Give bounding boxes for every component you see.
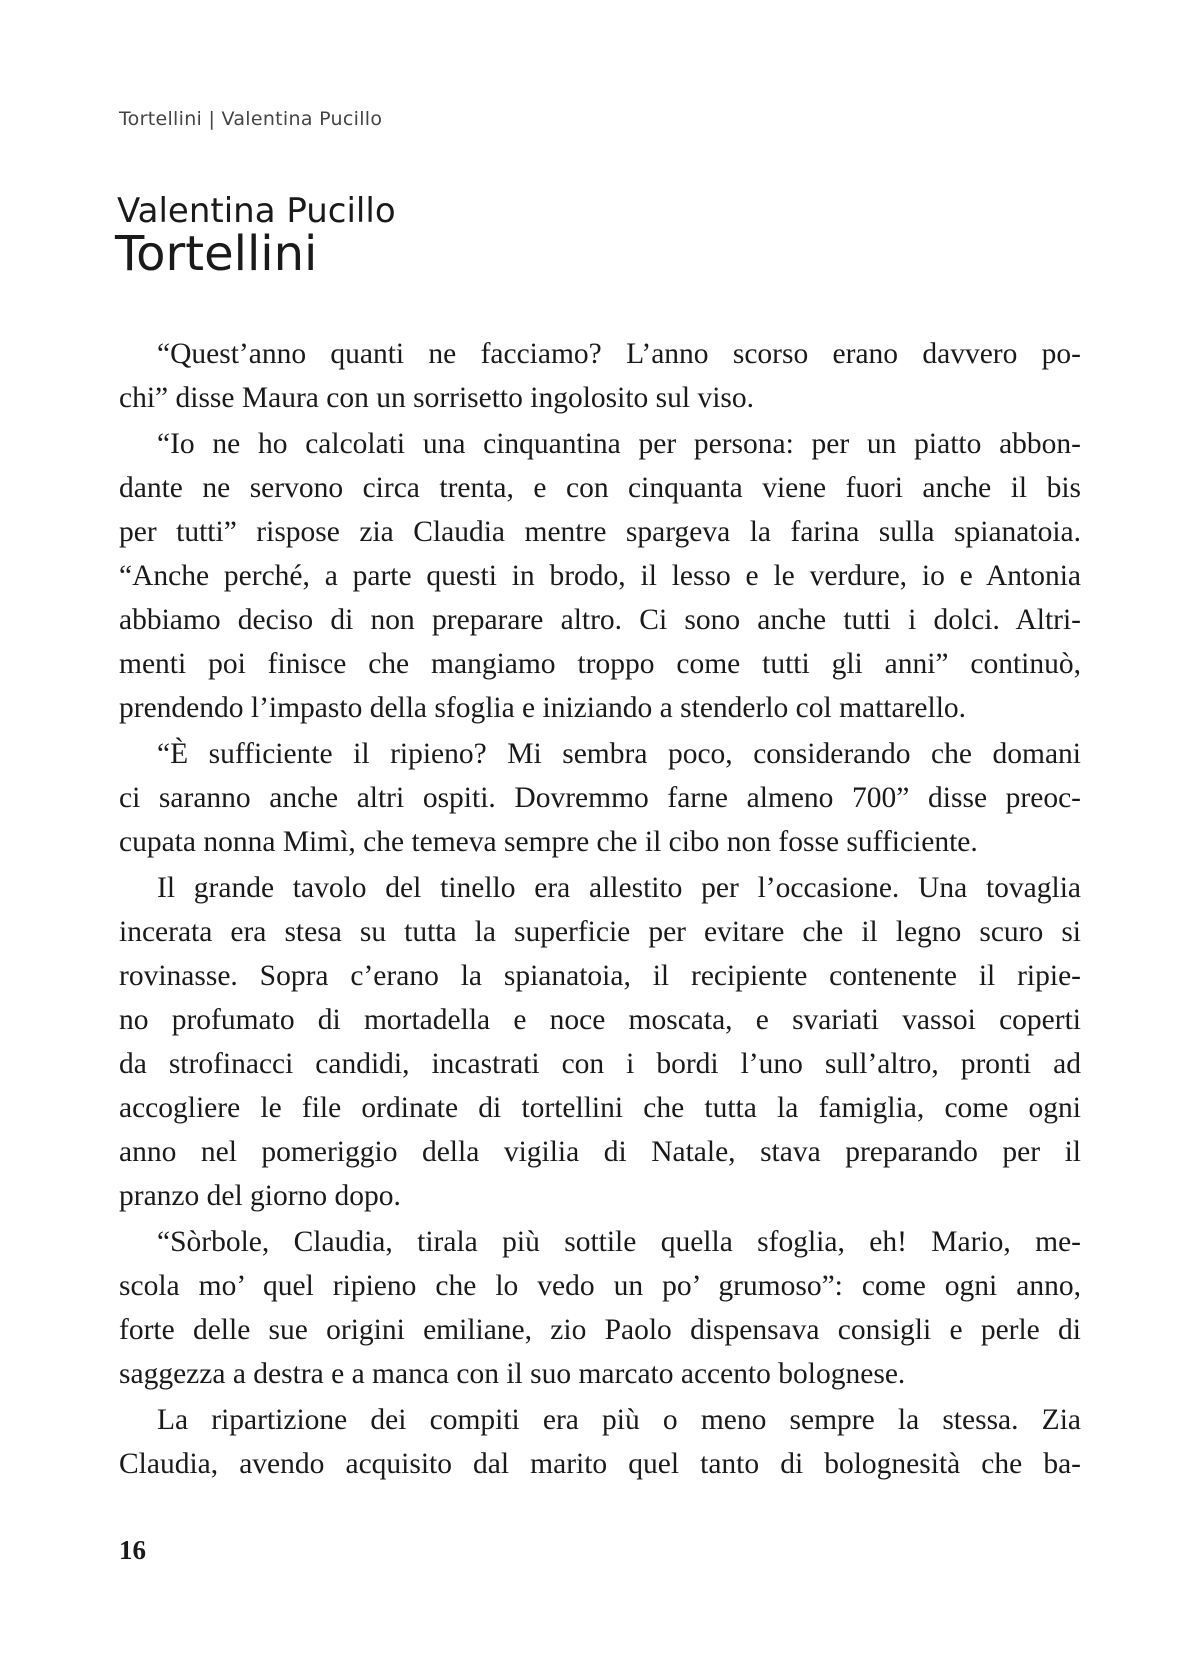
paragraph (119, 732, 1081, 864)
chapter-author: Valentina Pucillo (117, 191, 396, 231)
text-line: pranzo del giorno dopo. (119, 1180, 401, 1212)
text-line: “Sòrbole, Claudia, tirala più sottile quella sfoglia, eh! Mario, me- (157, 1226, 1081, 1258)
text-line: “Anche perché, a parte questi in brodo, il lesso e le verdure, io e Antonia (119, 560, 1081, 592)
text-line: dante ne servono circa trenta, e con cinquanta viene fuori anche il bis (119, 472, 1081, 504)
text-line: da strofinacci candidi, incastrati con i bordi l’uno sull’altro, pronti ad (119, 1048, 1081, 1080)
text-line: forte delle sue origini emiliane, zio Paolo dispensava consigli e perle di (119, 1314, 1081, 1346)
text-line: incerata era stesa su tutta la superficie per evitare che il legno scuro si (119, 916, 1081, 948)
text-line: cupata nonna Mimì, che temeva sempre che il cibo non fosse sufficiente. (119, 826, 978, 858)
text-line: menti poi finisce che mangiamo troppo come tutti gli anni” continuò, (119, 648, 1081, 680)
text-line: Il grande tavolo del tinello era allestito per l’occasione. Una tovaglia (157, 872, 1081, 904)
paragraph (119, 422, 1081, 730)
text-line: scola mo’ quel ripieno che lo vedo un po’ grumoso”: come ogni anno, (119, 1270, 1081, 1302)
body-text (119, 332, 1081, 1486)
text-line: ci saranno anche altri ospiti. Dovremmo farne almeno 700” disse preoc- (119, 782, 1081, 814)
text-line: saggezza a destra e a manca con il suo marcato accento bolognese. (119, 1358, 906, 1390)
paragraph (119, 1398, 1081, 1486)
chapter-title: Tortellini (115, 226, 318, 282)
text-line: chi” disse Maura con un sorrisetto ingolosito sul viso. (119, 382, 754, 414)
text-line: rovinasse. Sopra c’erano la spianatoia, il recipiente contenente il ripie- (119, 960, 1081, 992)
paragraph (119, 1220, 1081, 1396)
paragraph (119, 866, 1081, 1218)
text-line: abbiamo deciso di non preparare altro. Ci sono anche tutti i dolci. Altri- (119, 604, 1081, 636)
text-line: Claudia, avendo acquisito dal marito quel tanto di bolognesità che ba- (119, 1448, 1081, 1480)
text-line: accogliere le file ordinate di tortellini che tutta la famiglia, come ogni (119, 1092, 1081, 1124)
text-line: anno nel pomeriggio della vigilia di Natale, stava preparando per il (119, 1136, 1081, 1168)
page-number: 16 (119, 1535, 146, 1565)
text-line: La ripartizione dei compiti era più o meno sempre la stessa. Zia (157, 1404, 1081, 1436)
text-line: “Quest’anno quanti ne facciamo? L’anno scorso erano davvero po- (157, 338, 1081, 370)
text-line: prendendo l’impasto della sfoglia e iniziando a stenderlo col mattarello. (119, 692, 967, 724)
text-line: per tutti” rispose zia Claudia mentre spargeva la farina sulla spianatoia. (119, 516, 1081, 548)
text-line: no profumato di mortadella e noce moscata, e svariati vassoi coperti (119, 1004, 1081, 1036)
text-line: “Io ne ho calcolati una cinquantina per persona: per un piatto abbon- (157, 428, 1081, 460)
text-line: “È sufficiente il ripieno? Mi sembra poco, considerando che domani (157, 738, 1081, 770)
paragraph (119, 332, 1081, 420)
running-header: Tortellini | Valentina Pucillo (119, 108, 383, 130)
